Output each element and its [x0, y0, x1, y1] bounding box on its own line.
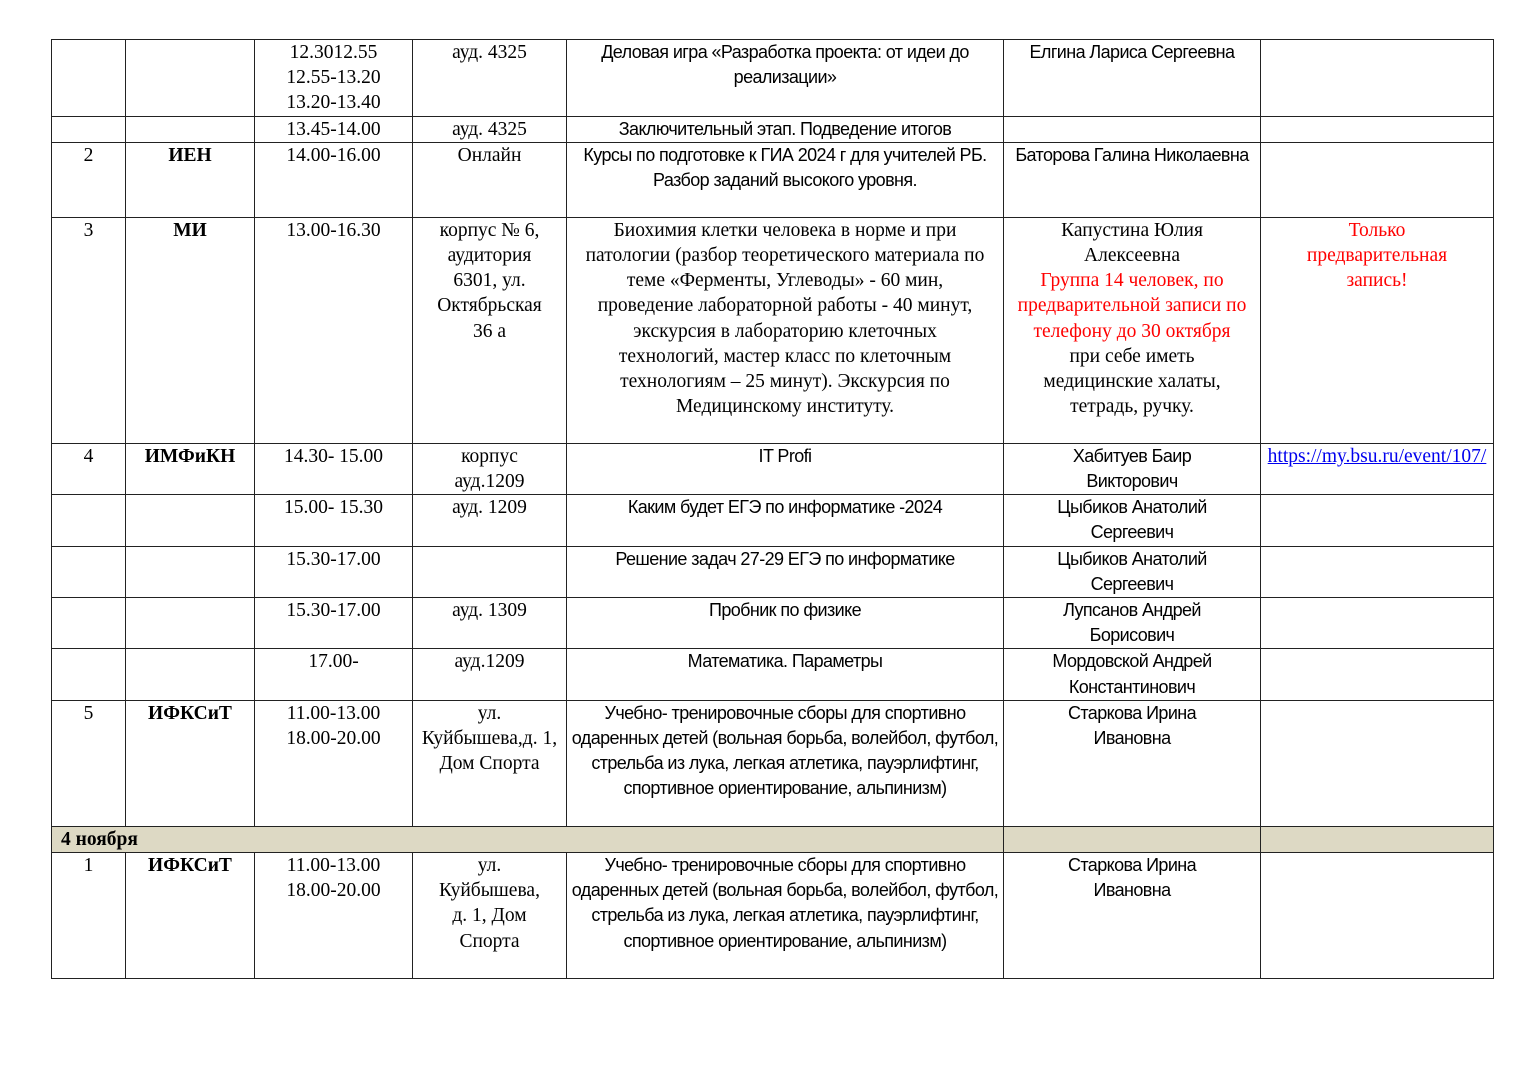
table-row	[52, 598, 1494, 649]
note	[1261, 40, 1494, 117]
table-row	[52, 116, 1494, 142]
note	[1261, 546, 1494, 597]
table-row	[52, 142, 1494, 217]
row-number: 2	[52, 142, 126, 217]
institute	[126, 495, 255, 546]
place: ауд. 4325	[413, 116, 567, 142]
row-number	[52, 649, 126, 700]
place: ул. Куйбышева,д. 1, Дом Спорта	[413, 700, 567, 826]
schedule-table	[51, 39, 1494, 979]
time-cell	[255, 116, 413, 142]
place: Онлайн	[413, 142, 567, 217]
institute	[126, 40, 255, 117]
event-title: Математика. Параметры	[567, 649, 1004, 700]
table-row	[52, 546, 1494, 597]
time-cell	[255, 546, 413, 597]
event-title: Каким будет ЕГЭ по информатике -2024	[567, 495, 1004, 546]
row-number	[52, 546, 126, 597]
note	[1261, 116, 1494, 142]
row-number	[52, 598, 126, 649]
time-slot: 15.30-17.00	[286, 548, 381, 570]
row-number	[52, 116, 126, 142]
note	[1261, 142, 1494, 217]
table-row	[52, 40, 1494, 117]
responsible-person: Цыбиков Анатолий Сергеевич	[1004, 546, 1261, 597]
time-cell	[255, 853, 413, 979]
time-cell	[255, 40, 413, 117]
note-warning: Только предварительная запись!	[1261, 217, 1494, 443]
institute: ИФКСиТ	[126, 853, 255, 979]
place: корпус № 6, аудитория 6301, ул. Октябрьская 36 а	[413, 217, 567, 443]
note	[1261, 700, 1494, 826]
institute: ИЕН	[126, 142, 255, 217]
registration-warning: Группа 14 человек, по предварительной записи по телефону до 30 октября	[1017, 270, 1247, 342]
time-cell	[255, 443, 413, 494]
table-row	[52, 853, 1494, 979]
note	[1261, 649, 1494, 700]
row-number: 3	[52, 217, 126, 443]
event-title: Учебно- тренировочные сборы для спортивно одаренных детей (вольная борьба, волейбол, футбол, стрельба из лука, легкая атлетика, пауэрлифтинг, спортивное ориентирование, альпинизм)	[567, 700, 1004, 826]
time-slot: 12.55-13.20	[286, 67, 381, 89]
event-title: Учебно- тренировочные сборы для спортивно одаренных детей (вольная борьба, волейбол, футбол, стрельба из лука, легкая атлетика, пауэрлифтинг, спортивное ориентирование, альпинизм)	[567, 853, 1004, 979]
time-slot: 11.00-13.00	[286, 702, 381, 724]
row-number	[52, 40, 126, 117]
row-number: 5	[52, 700, 126, 826]
responsible-person	[1004, 116, 1261, 142]
event-title: Решение задач 27-29 ЕГЭ по информатике	[567, 546, 1004, 597]
event-title: Деловая игра «Разработка проекта: от идеи до реализации»	[567, 40, 1004, 117]
responsible-person: Елгина Лариса Сергеевна	[1004, 40, 1261, 117]
event-title: IT Profi	[567, 443, 1004, 494]
day-header-empty	[1261, 826, 1494, 852]
row-number	[52, 495, 126, 546]
row-number: 4	[52, 443, 126, 494]
bring-items-note: при себе иметь медицинские халаты, тетрадь, ручку.	[1043, 345, 1221, 418]
time-cell	[255, 700, 413, 826]
institute	[126, 546, 255, 597]
note	[1261, 598, 1494, 649]
time-slot: 18.00-20.00	[286, 728, 381, 750]
place: ауд. 1309	[413, 598, 567, 649]
institute: МИ	[126, 217, 255, 443]
responsible-person-cell	[1004, 217, 1261, 443]
table-row	[52, 217, 1494, 443]
day-header-row	[52, 826, 1494, 852]
table-row	[52, 495, 1494, 546]
responsible-person: Баторова Галина Николаевна	[1004, 142, 1261, 217]
table-row	[52, 700, 1494, 826]
event-title: Заключительный этап. Подведение итогов	[567, 116, 1004, 142]
place: ауд. 4325	[413, 40, 567, 117]
time-slot: 18.00-20.00	[286, 880, 381, 902]
event-title: Биохимия клетки человека в норме и при патологии (разбор теоретического материала по теме «Ферменты, Углеводы» - 60 мин, проведение лабораторной работы - 40 минут, экскурсия в лабораторию клеточных технологий, мастер класс по клеточным технологиям – 25 минут). Экскурсия по Медицинскому институту.	[567, 217, 1004, 443]
table-row	[52, 443, 1494, 494]
note	[1261, 853, 1494, 979]
event-title: Курсы по подготовке к ГИА 2024 г для учителей РБ. Разбор заданий высокого уровня.	[567, 142, 1004, 217]
time-cell	[255, 649, 413, 700]
time-slot: 15.00- 15.30	[283, 497, 384, 519]
responsible-person: Хабитуев Баир Викторович	[1004, 443, 1261, 494]
time-cell	[255, 217, 413, 443]
event-title: Пробник по физике	[567, 598, 1004, 649]
time-slot: 11.00-13.00	[286, 855, 381, 877]
institute	[126, 598, 255, 649]
time-slot: 13.45-14.00	[286, 118, 381, 140]
responsible-person: Капустина Юлия Алексеевна	[1061, 219, 1203, 267]
time-slot: 12.3012.55	[289, 42, 378, 63]
row-number: 1	[52, 853, 126, 979]
responsible-person: Старкова Ирина Ивановна	[1004, 700, 1261, 826]
place: корпус ауд.1209	[413, 443, 567, 494]
institute: ИФКСиТ	[126, 700, 255, 826]
time-slot: 14.30- 15.00	[283, 445, 384, 467]
event-link[interactable]: https://my.bsu.ru/event/107/	[1267, 445, 1487, 467]
responsible-person: Цыбиков Анатолий Сергеевич	[1004, 495, 1261, 546]
time-cell	[255, 142, 413, 217]
time-slot: 17.00-	[308, 651, 359, 673]
time-slot: 13.20-13.40	[286, 92, 381, 114]
day-header-empty	[1004, 826, 1261, 852]
responsible-person: Старкова Ирина Ивановна	[1004, 853, 1261, 979]
place: ул. Куйбышева, д. 1, Дом Спорта	[413, 853, 567, 979]
day-header: 4 ноября	[52, 826, 1004, 852]
place: ауд. 1209	[413, 495, 567, 546]
time-cell	[255, 495, 413, 546]
note	[1261, 495, 1494, 546]
table-row	[52, 649, 1494, 700]
time-slot: 14.00-16.00	[286, 144, 381, 166]
link-cell	[1261, 443, 1494, 494]
place	[413, 546, 567, 597]
time-slot: 13.00-16.30	[286, 219, 381, 241]
time-cell	[255, 598, 413, 649]
institute	[126, 649, 255, 700]
institute	[126, 116, 255, 142]
institute: ИМФиКН	[126, 443, 255, 494]
responsible-person: Лупсанов Андрей Борисович	[1004, 598, 1261, 649]
responsible-person: Мордовской Андрей Константинович	[1004, 649, 1261, 700]
time-slot: 15.30-17.00	[286, 600, 381, 622]
place: ауд.1209	[413, 649, 567, 700]
